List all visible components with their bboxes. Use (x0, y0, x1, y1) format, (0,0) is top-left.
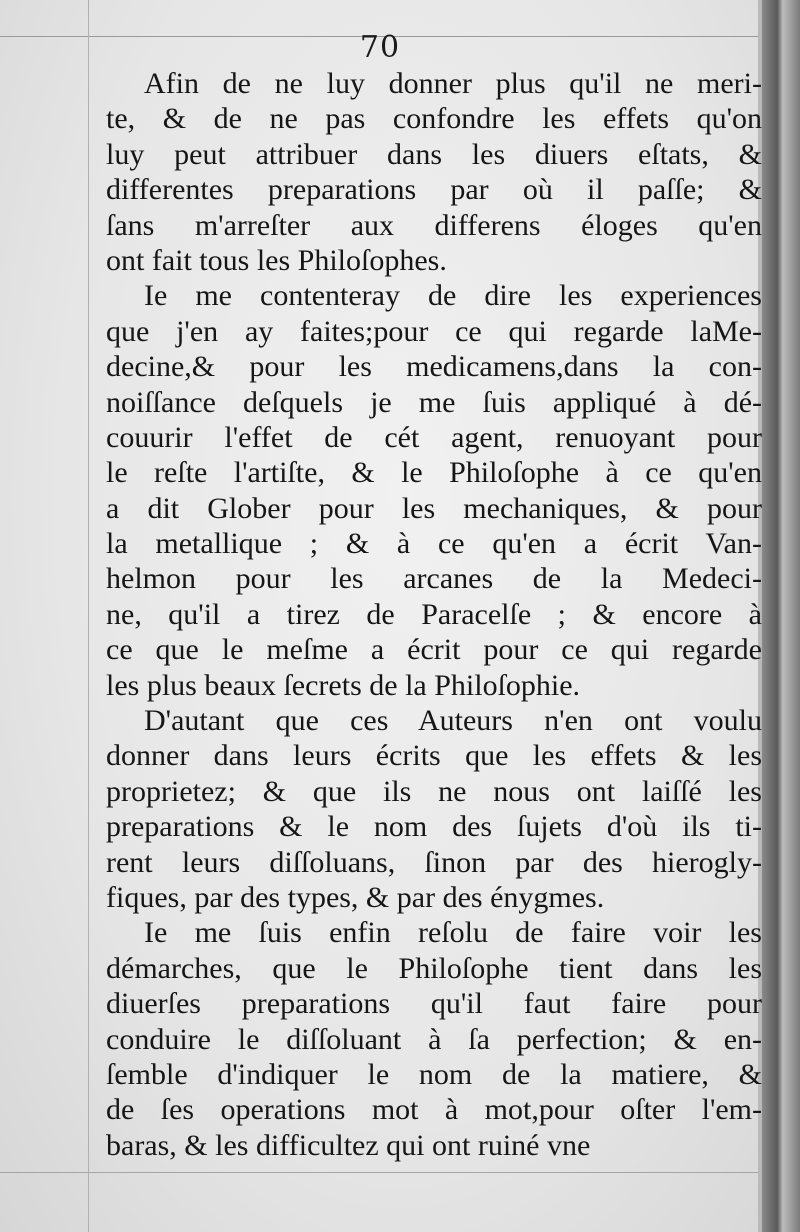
text-line: Ie me contenteray de dire les experiences (144, 279, 762, 313)
paragraph (106, 703, 762, 915)
text-line: les plus beaux ſecrets de la Philoſophie. (106, 668, 581, 702)
text-line: ce que le meſme a écrit pour ce qui regarde (106, 633, 762, 667)
text-line: rent leurs diſſoluans, ſinon par des hierogly- (106, 845, 762, 879)
bottom-rule-line (0, 1172, 770, 1173)
text-line: helmon pour les arcanes de la Medeci- (106, 562, 762, 596)
paragraph (106, 915, 762, 1163)
text-line: ne, qu'il a tirez de Paracelſe ; & encore à (106, 597, 762, 631)
page-number: 70 (359, 30, 401, 65)
text-line: Ie me ſuis enfin reſolu de faire voir les (144, 916, 762, 950)
binding-gutter (762, 0, 800, 1232)
paragraph (106, 66, 762, 278)
text-line: noiſſance deſquels je me ſuis appliqué à dé- (106, 385, 762, 419)
text-line: fiques, par des types, & par des énygmes. (106, 880, 605, 914)
text-line: decine,& pour les medicamens,dans la con- (106, 350, 762, 384)
text-line: ſemble d'indiquer le nom de la matiere, & (106, 1057, 762, 1091)
text-line: démarches, que le Philoſophe tient dans les (106, 951, 762, 985)
paragraph (106, 278, 762, 703)
text-line: Afin de ne luy donner plus qu'il ne meri- (144, 67, 762, 100)
text-line: luy peut attribuer dans les diuers eſtats, & (106, 137, 762, 171)
text-line: donner dans leurs écrits que les effets & les (106, 739, 762, 773)
text-line: diuerſes preparations qu'il faut faire pour (106, 987, 762, 1021)
text-line: preparations & le nom des ſujets d'où ils ti- (106, 810, 762, 844)
text-line: D'autant que ces Auteurs n'en ont voulu (144, 704, 762, 738)
text-line: de ſes operations mot à mot,pour oſter l'em- (106, 1093, 762, 1127)
text-line: conduire le diſſoluant à ſa perfection; & en- (106, 1022, 762, 1056)
text-line: ſans m'arreſter aux differens éloges qu'en (106, 208, 762, 242)
body-text (106, 66, 762, 1163)
text-line: a dit Glober pour les mechaniques, & pour (106, 491, 762, 525)
text-line: differentes preparations par où il paſſe; & (106, 173, 762, 207)
left-margin-line (88, 0, 89, 1232)
text-line: la metallique ; & à ce qu'en a écrit Van- (106, 527, 762, 561)
text-line: que j'en ay faites;pour ce qui regarde laMe- (106, 314, 762, 348)
text-line: baras, & les difficultez qui ont ruiné vne (106, 1128, 591, 1162)
text-line: te, & de ne pas confondre les effets qu'on (106, 102, 762, 136)
text-line: ont fait tous les Philoſophes. (106, 243, 447, 277)
text-line: le reſte l'artiſte, & le Philoſophe à ce qu'en (106, 456, 762, 490)
text-line: couurir l'effet de cét agent, renuoyant pour (106, 420, 762, 454)
text-line: proprietez; & que ils ne nous ont laiſſé les (106, 774, 762, 808)
